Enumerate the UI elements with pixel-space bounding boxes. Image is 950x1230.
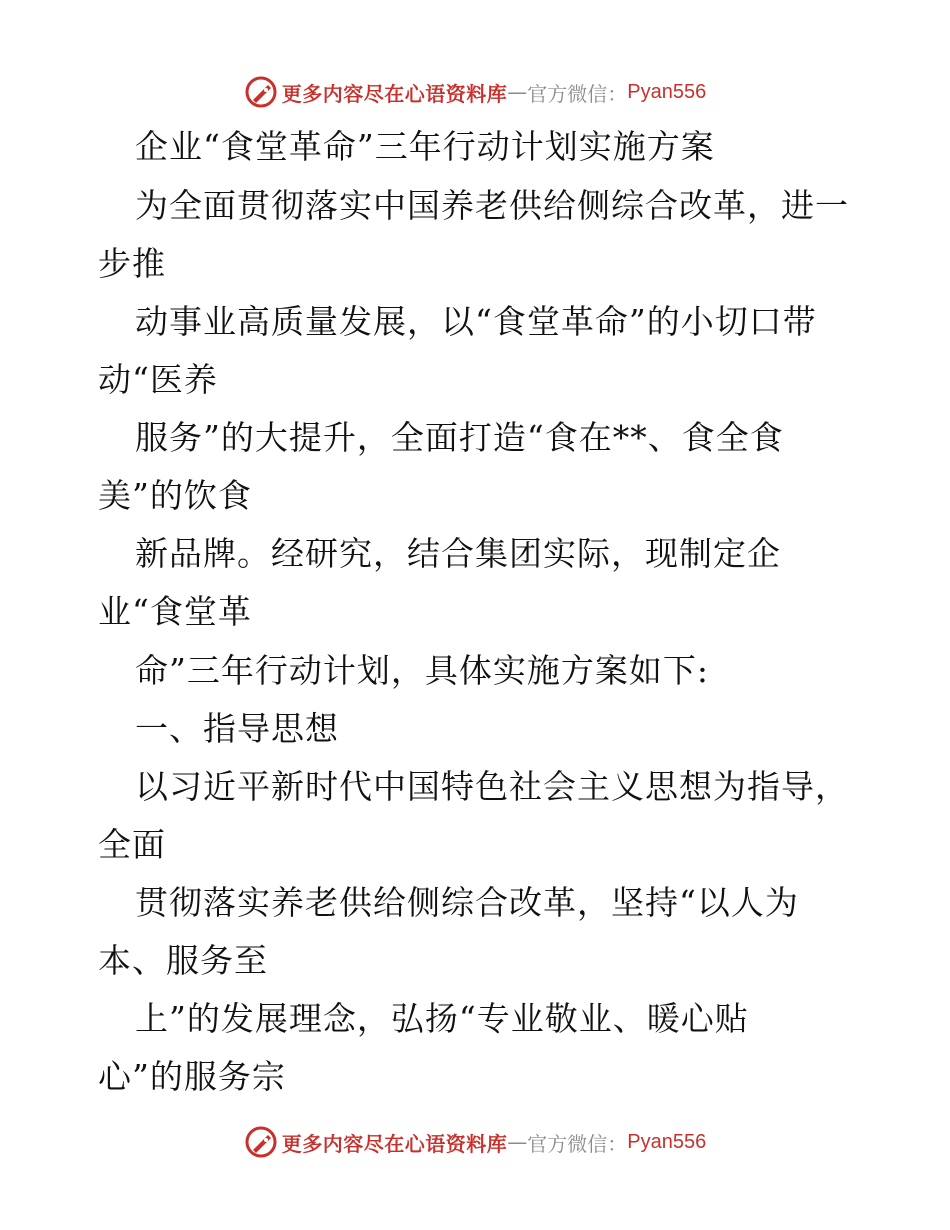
text-line: 步推 bbox=[98, 244, 166, 283]
text-line: 新品牌。经研究，结合集团实际，现制定企 bbox=[135, 534, 781, 573]
banner-dash: — bbox=[507, 80, 528, 104]
section-heading: 一、指导思想 bbox=[135, 709, 339, 748]
text-line: 动事业高质量发展，以“食堂革命”的小切口带 bbox=[135, 302, 817, 341]
document-title: 企业“食堂革命”三年行动计划实施方案 bbox=[135, 127, 715, 166]
banner-wechat-label: 官方微信： bbox=[527, 81, 628, 106]
text-line: 以习近平新时代中国特色社会主义思想为指导， bbox=[135, 767, 849, 806]
text-line: 全面 bbox=[98, 825, 166, 864]
text-line: 动“医养 bbox=[98, 360, 218, 399]
text-line: 服务”的大提升，全面打造“食在**、食全食 bbox=[135, 418, 784, 457]
text-line: 业“食堂革 bbox=[98, 592, 252, 631]
banner-dash: — bbox=[507, 1130, 528, 1154]
banner-wechat-account: Pyan556 bbox=[627, 80, 707, 103]
banner-wechat-account: Pyan556 bbox=[627, 1130, 707, 1153]
footer-banner bbox=[0, 1122, 950, 1162]
banner-promo-text: 更多内容尽在心语资料库 bbox=[281, 81, 508, 106]
text-line: 为全面贯彻落实中国养老供给侧综合改革，进一 bbox=[135, 186, 849, 225]
banner-promo-text: 更多内容尽在心语资料库 bbox=[281, 1131, 508, 1156]
text-line: 上”的发展理念，弘扬“专业敬业、暖心贴 bbox=[135, 999, 749, 1038]
pen-nib-circle-icon bbox=[244, 1125, 278, 1159]
text-line: 本、服务至 bbox=[98, 941, 268, 980]
text-line: 美”的饮食 bbox=[98, 476, 252, 515]
banner-wechat-label: 官方微信： bbox=[527, 1131, 628, 1156]
text-line: 心”的服务宗 bbox=[98, 1057, 286, 1096]
pen-nib-circle-icon bbox=[244, 75, 278, 109]
text-line: 命”三年行动计划，具体实施方案如下: bbox=[135, 651, 709, 690]
header-banner bbox=[0, 72, 950, 112]
text-line: 贯彻落实养老供给侧综合改革，坚持“以人为 bbox=[135, 883, 799, 922]
